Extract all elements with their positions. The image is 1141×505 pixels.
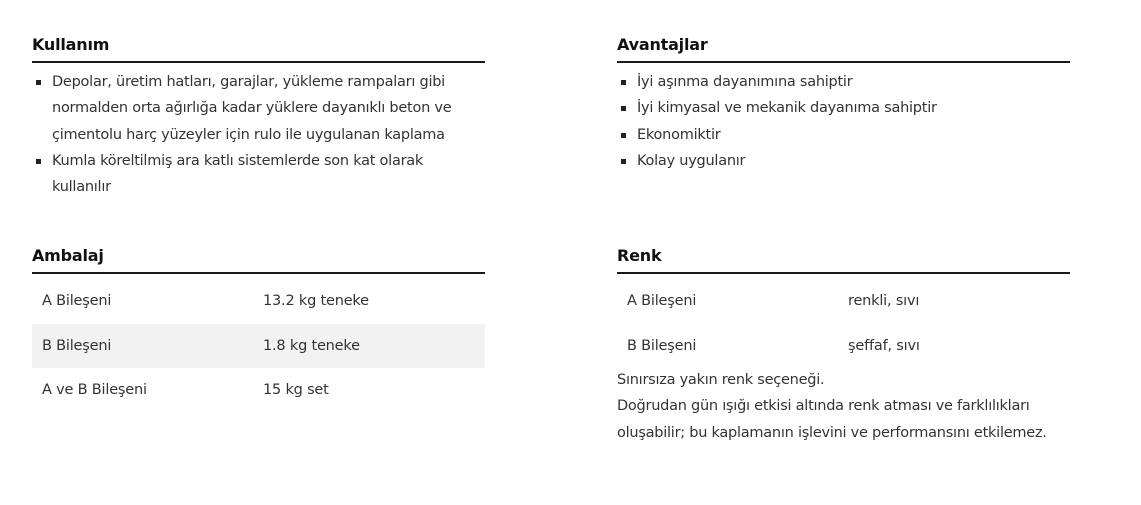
table-cell-label: B Bileşeni <box>32 324 253 369</box>
list-item <box>32 69 485 148</box>
table-row <box>32 368 485 413</box>
list-item-text: Kolay uygulanır <box>637 152 746 169</box>
bullet-icon <box>621 106 626 111</box>
usage-section <box>32 33 485 200</box>
advantages-list <box>617 69 1070 174</box>
list-item-text: Ekonomiktir <box>637 126 721 143</box>
table-row <box>32 279 485 324</box>
list-item <box>617 69 1070 95</box>
list-item <box>617 122 1070 148</box>
list-item-text: İyi aşınma dayanımına sahiptir <box>637 74 853 90</box>
list-item-text: Depolar, üretim hatları, garajlar, yükleme rampaları gibi normalden orta ağırlığa kadar yüklere dayanıklı beton ve çimentolu harç yüzeyler için rulo ile uygulanan kaplama <box>52 74 452 143</box>
color-heading: Renk <box>617 244 1070 274</box>
list-item-text: Kumla köreltilmiş ara katlı sistemlerde son kat olarak kullanılır <box>52 152 424 196</box>
table-cell-label: A Bileşeni <box>627 293 697 310</box>
color-section <box>617 244 1070 446</box>
table-row <box>617 279 1070 324</box>
packaging-table <box>32 279 485 413</box>
table-cell-label: B Bileşeni <box>627 337 697 354</box>
bullet-icon <box>621 80 626 85</box>
table-row <box>32 324 485 369</box>
table-cell-value: şeffaf, sıvı <box>848 337 920 354</box>
table-cell-value: 15 kg set <box>263 382 329 399</box>
advantages-heading: Avantajlar <box>617 33 1070 63</box>
packaging-section <box>32 244 485 413</box>
table-cell-label: A ve B Bileşeni <box>42 382 147 399</box>
bullet-icon <box>36 159 41 164</box>
list-item-text: İyi kimyasal ve mekanik dayanıma sahiptir <box>637 100 937 117</box>
list-item <box>617 95 1070 121</box>
bullet-icon <box>621 133 626 138</box>
table-row <box>617 324 1070 369</box>
color-note: Doğrudan gün ışığı etkisi altında renk atması ve farklılıkları oluşabilir; bu kaplamanın işlevini ve performansını etkilemez. <box>617 398 1047 441</box>
usage-heading: Kullanım <box>32 33 485 63</box>
color-table <box>617 279 1070 368</box>
bullet-icon <box>621 159 626 164</box>
table-cell-label: A Bileşeni <box>42 293 112 310</box>
packaging-heading: Ambalaj <box>32 244 485 274</box>
table-cell-value: 1.8 kg teneke <box>253 324 485 369</box>
list-item <box>32 148 485 201</box>
color-note: Sınırsıza yakın renk seçeneği. <box>617 372 825 388</box>
bullet-icon <box>36 80 41 85</box>
color-notes <box>617 367 1070 446</box>
table-cell-value: 13.2 kg teneke <box>263 293 369 310</box>
list-item <box>617 148 1070 174</box>
usage-list <box>32 69 485 200</box>
table-cell-value: renkli, sıvı <box>848 293 920 310</box>
advantages-section <box>617 33 1070 174</box>
